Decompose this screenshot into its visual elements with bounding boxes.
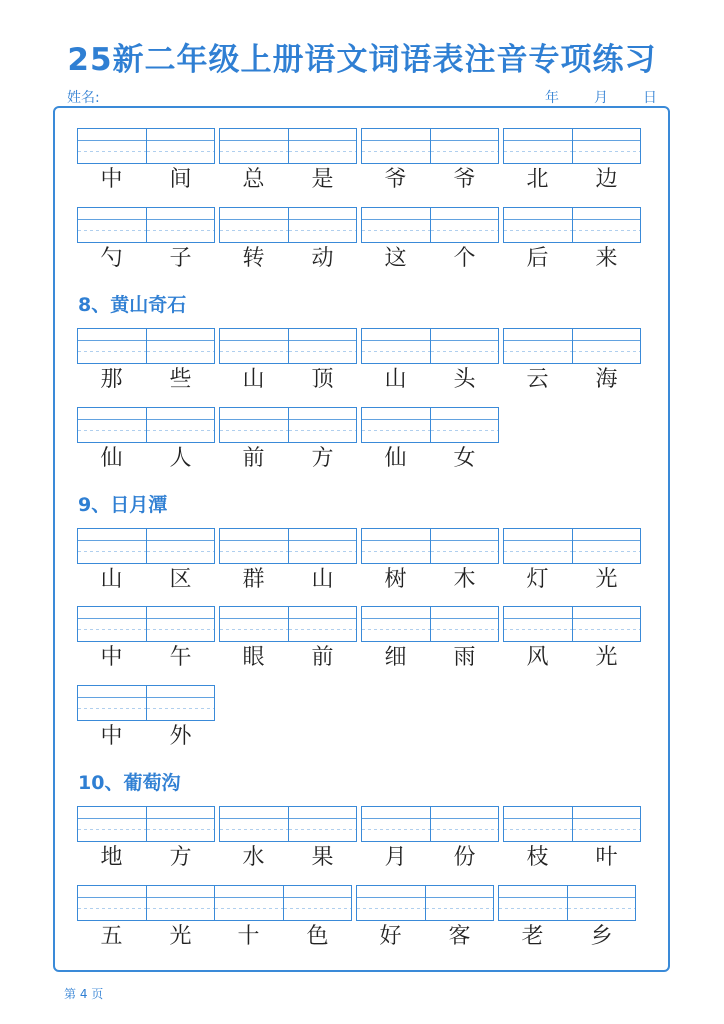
pinyin-cell[interactable] [284,886,352,920]
pinyin-cell[interactable] [504,129,573,163]
pinyin-cell[interactable] [504,807,573,841]
pinyin-cell[interactable] [78,607,147,641]
hanzi-char: 五 [100,924,123,949]
pinyin-box[interactable] [214,885,352,921]
pinyin-box[interactable] [219,806,357,842]
hanzi-char: 女 [453,446,476,471]
hanzi-char: 前 [242,446,265,471]
hanzi-char: 海 [595,367,618,392]
pinyin-cell[interactable] [78,129,147,163]
hanzi-char: 这 [384,246,407,271]
hanzi-char: 中 [100,724,123,749]
pinyin-cell[interactable] [426,886,494,920]
hanzi-char: 前 [311,645,334,670]
hanzi-char: 仙 [384,446,407,471]
pinyin-box[interactable] [219,528,357,564]
pinyin-cell[interactable] [289,607,357,641]
hanzi-char: 木 [453,567,476,592]
hanzi-char: 子 [169,246,192,271]
hanzi-char: 客 [448,924,471,949]
pinyin-box[interactable] [503,806,641,842]
hanzi-char: 边 [595,167,618,192]
section-heading-8: 8、黄山奇石 [78,294,187,316]
pinyin-cell[interactable] [431,208,499,242]
hanzi-char: 北 [526,167,549,192]
pinyin-box[interactable] [361,528,499,564]
pinyin-cell[interactable] [289,329,357,363]
pinyin-cell[interactable] [78,408,147,442]
hanzi-char: 人 [169,446,192,471]
pinyin-box[interactable] [219,407,357,443]
pinyin-cell[interactable] [220,408,289,442]
pinyin-box[interactable] [77,328,215,364]
pinyin-box[interactable] [361,328,499,364]
pinyin-cell[interactable] [504,607,573,641]
pinyin-cell[interactable] [220,807,289,841]
pinyin-cell[interactable] [78,208,147,242]
pinyin-cell[interactable] [362,208,431,242]
month-label: 月 [594,90,608,106]
pinyin-cell[interactable] [573,208,641,242]
pinyin-box[interactable] [361,207,499,243]
hanzi-char: 是 [311,167,334,192]
pinyin-cell[interactable] [362,329,431,363]
hanzi-char: 份 [453,845,476,870]
pinyin-cell[interactable] [78,886,147,920]
pinyin-box[interactable] [503,528,641,564]
hanzi-char: 转 [242,246,265,271]
hanzi-char: 区 [169,567,192,592]
hanzi-char: 山 [311,567,334,592]
hanzi-char: 中 [100,167,123,192]
pinyin-cell[interactable] [289,529,357,563]
hanzi-char: 老 [521,924,544,949]
pinyin-cell[interactable] [431,329,499,363]
hanzi-char: 后 [526,246,549,271]
name-label: 姓名: [67,90,100,106]
pinyin-cell[interactable] [362,408,431,442]
pinyin-box[interactable] [503,207,641,243]
hanzi-char: 中 [100,645,123,670]
pinyin-cell[interactable] [573,529,641,563]
pinyin-cell[interactable] [362,807,431,841]
hanzi-char: 光 [595,645,618,670]
hanzi-char: 爷 [453,167,476,192]
pinyin-box[interactable] [77,885,215,921]
hanzi-char: 头 [453,367,476,392]
pinyin-cell[interactable] [504,208,573,242]
pinyin-cell[interactable] [431,529,499,563]
pinyin-box[interactable] [503,128,641,164]
pinyin-box[interactable] [219,328,357,364]
pinyin-cell[interactable] [431,129,499,163]
hanzi-char: 那 [100,367,123,392]
hanzi-char: 枝 [526,845,549,870]
hanzi-char: 光 [595,567,618,592]
pinyin-cell[interactable] [289,129,357,163]
pinyin-cell[interactable] [147,408,215,442]
day-label: 日 [643,90,657,106]
pinyin-cell[interactable] [147,886,215,920]
pinyin-cell[interactable] [573,607,641,641]
hanzi-char: 方 [169,845,192,870]
hanzi-char: 树 [384,567,407,592]
pinyin-cell[interactable] [220,208,289,242]
pinyin-cell[interactable] [78,686,147,720]
hanzi-char: 爷 [384,167,407,192]
pinyin-box[interactable] [498,885,636,921]
pinyin-cell[interactable] [215,886,284,920]
pinyin-cell[interactable] [147,329,215,363]
hanzi-char: 群 [242,567,265,592]
pinyin-box[interactable] [361,806,499,842]
pinyin-cell[interactable] [147,208,215,242]
pinyin-box[interactable] [77,806,215,842]
pinyin-cell[interactable] [78,329,147,363]
pinyin-cell[interactable] [573,807,641,841]
year-label: 年 [545,90,559,106]
hanzi-char: 山 [242,367,265,392]
pinyin-cell[interactable] [289,807,357,841]
hanzi-char: 来 [595,246,618,271]
pinyin-cell[interactable] [220,329,289,363]
hanzi-char: 方 [311,446,334,471]
hanzi-char: 乡 [590,924,613,949]
pinyin-box[interactable] [361,606,499,642]
pinyin-box[interactable] [503,328,641,364]
page-title: 25新二年级上册语文词语表注音专项练习 [67,42,657,78]
pinyin-cell[interactable] [147,607,215,641]
pinyin-cell[interactable] [147,807,215,841]
hanzi-char: 山 [384,367,407,392]
pinyin-cell[interactable] [357,886,426,920]
pinyin-box[interactable] [77,207,215,243]
hanzi-char: 些 [169,367,192,392]
hanzi-char: 雨 [453,645,476,670]
hanzi-char: 水 [242,845,265,870]
pinyin-cell[interactable] [431,607,499,641]
hanzi-char: 地 [100,845,123,870]
pinyin-box[interactable] [77,528,215,564]
pinyin-cell[interactable] [220,529,289,563]
pinyin-box[interactable] [77,128,215,164]
hanzi-char: 果 [311,845,334,870]
hanzi-char: 顶 [311,367,334,392]
pinyin-cell[interactable] [147,129,215,163]
hanzi-char: 个 [453,246,476,271]
hanzi-char: 十 [237,924,260,949]
hanzi-char: 外 [169,724,192,749]
hanzi-char: 动 [311,246,334,271]
pinyin-cell[interactable] [573,129,641,163]
hanzi-char: 山 [100,567,123,592]
pinyin-cell[interactable] [147,529,215,563]
pinyin-box[interactable] [361,128,499,164]
pinyin-cell[interactable] [78,529,147,563]
pinyin-cell[interactable] [504,529,573,563]
pinyin-cell[interactable] [431,807,499,841]
pinyin-box[interactable] [356,885,494,921]
hanzi-char: 勺 [100,246,123,271]
pinyin-cell[interactable] [431,408,499,442]
hanzi-char: 灯 [526,567,549,592]
section-heading-10: 10、葡萄沟 [78,772,181,794]
pinyin-box[interactable] [219,606,357,642]
pinyin-cell[interactable] [362,529,431,563]
hanzi-char: 细 [384,645,407,670]
pinyin-box[interactable] [219,128,357,164]
pinyin-cell[interactable] [220,129,289,163]
hanzi-char: 月 [384,845,407,870]
page-number: 第 4 页 [64,987,104,1001]
pinyin-cell[interactable] [362,129,431,163]
pinyin-cell[interactable] [573,329,641,363]
section-heading-9: 9、日月潭 [78,494,168,516]
hanzi-char: 叶 [595,845,618,870]
pinyin-cell[interactable] [220,607,289,641]
pinyin-cell[interactable] [504,329,573,363]
pinyin-cell[interactable] [78,807,147,841]
pinyin-cell[interactable] [289,208,357,242]
hanzi-char: 间 [169,167,192,192]
pinyin-box[interactable] [77,407,215,443]
pinyin-cell[interactable] [147,686,215,720]
hanzi-char: 总 [242,167,265,192]
hanzi-char: 光 [169,924,192,949]
hanzi-char: 仙 [100,446,123,471]
hanzi-char: 云 [526,367,549,392]
pinyin-box[interactable] [77,606,215,642]
pinyin-cell[interactable] [499,886,568,920]
hanzi-char: 午 [169,645,192,670]
pinyin-box[interactable] [219,207,357,243]
pinyin-cell[interactable] [362,607,431,641]
hanzi-char: 色 [306,924,329,949]
pinyin-cell[interactable] [289,408,357,442]
pinyin-box[interactable] [361,407,499,443]
pinyin-box[interactable] [77,685,215,721]
hanzi-char: 好 [379,924,402,949]
pinyin-box[interactable] [503,606,641,642]
pinyin-cell[interactable] [568,886,636,920]
hanzi-char: 眼 [242,645,265,670]
hanzi-char: 风 [526,645,549,670]
